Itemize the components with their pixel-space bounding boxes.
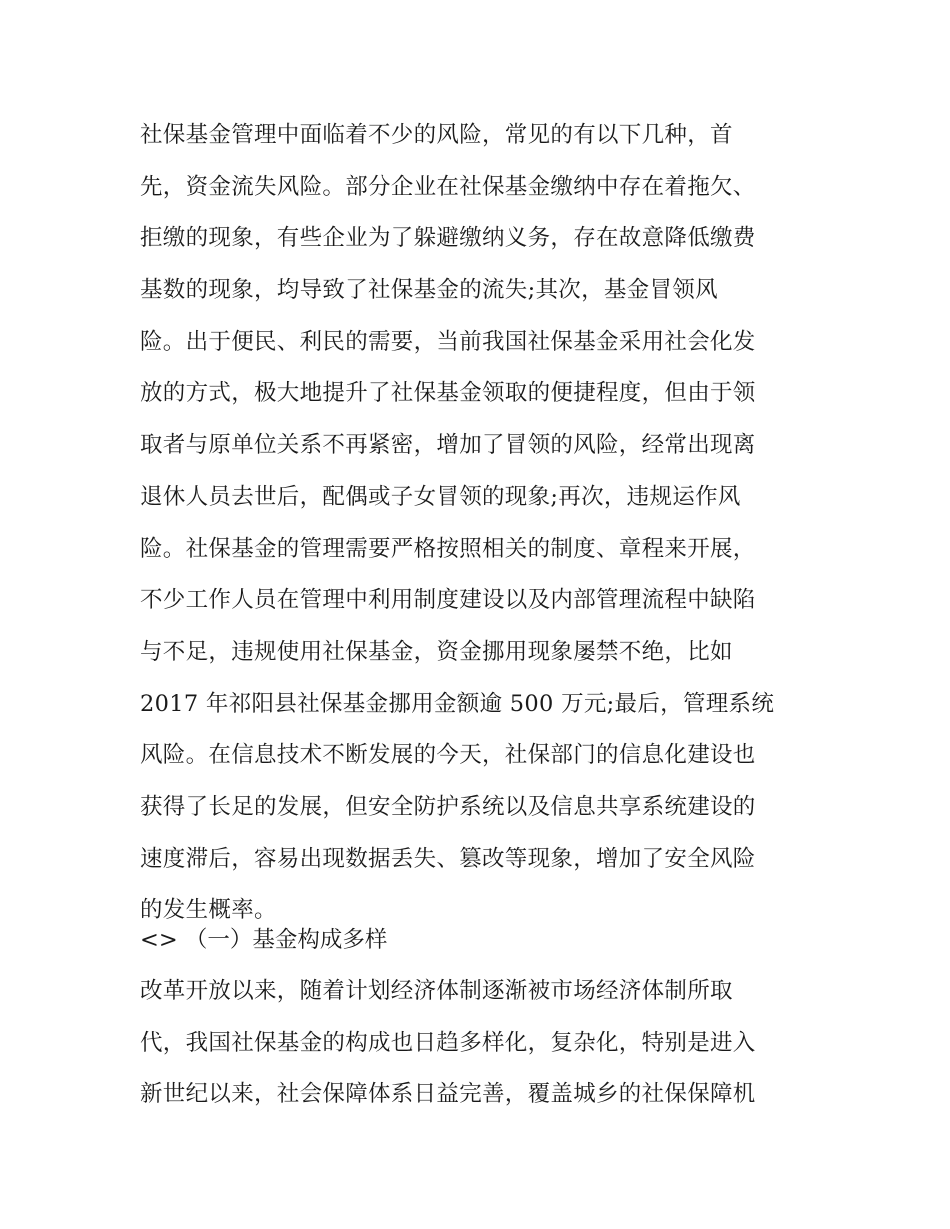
text-line: 不少工作人员在管理中利用制度建设以及内部管理流程中缺陷 (140, 587, 756, 614)
text-line: 风险。在信息技术不断发展的今天，社保部门的信息化建设也 (140, 742, 756, 769)
section-heading: <> （一）基金构成多样 (140, 927, 388, 953)
text-line: 先，资金流失风险。部分企业在社保基金缴纳中存在着拖欠、 (140, 173, 756, 200)
text-line: 新世纪以来，社会保障体系日益完善，覆盖城乡的社保保障机 (140, 1081, 756, 1108)
paragraph-fund-composition (140, 966, 815, 1121)
text-line: 退休人员去世后，配偶或子女冒领的现象;再次，违规运作风 (140, 483, 741, 510)
text-line: 速度滞后，容易出现数据丢失、篡改等现象，增加了安全风险 (140, 845, 756, 872)
text-line: 社保基金管理中面临着不少的风险，常见的有以下几种，首 (140, 122, 733, 148)
text-line: 与不足，违规使用社保基金，资金挪用现象屡禁不绝，比如 (140, 638, 733, 665)
text-line: 代，我国社保基金的构成也日趋多样化，复杂化，特别是进入 (140, 1029, 756, 1056)
text-line: 2017 年祁阳县社保基金挪用金额逾 500 万元;最后，管理系统 (140, 690, 775, 717)
text-line: 险。出于便民、利民的需要，当前我国社保基金采用社会化发 (140, 328, 756, 355)
text-line: 拒缴的现象，有些企业为了躲避缴纳义务，存在故意降低缴费 (140, 225, 756, 252)
text-line: 改革开放以来，随着计划经济体制逐渐被市场经济体制所取 (140, 978, 733, 1004)
text-line: 险。社保基金的管理需要严格按照相关的制度、章程来开展， (140, 535, 756, 562)
text-line: 获得了长足的发展，但安全防护系统以及信息共享系统建设的 (140, 793, 756, 820)
text-line: 基数的现象，均导致了社保基金的流失;其次，基金冒领风 (140, 277, 718, 304)
text-line: 放的方式，极大地提升了社保基金领取的便捷程度，但由于领 (140, 380, 756, 407)
text-line: 取者与原单位关系不再紧密，增加了冒领的风险，经常出现离 (140, 432, 756, 459)
text-line: 的发生概率。 (140, 897, 277, 924)
paragraph-risks (140, 110, 815, 937)
